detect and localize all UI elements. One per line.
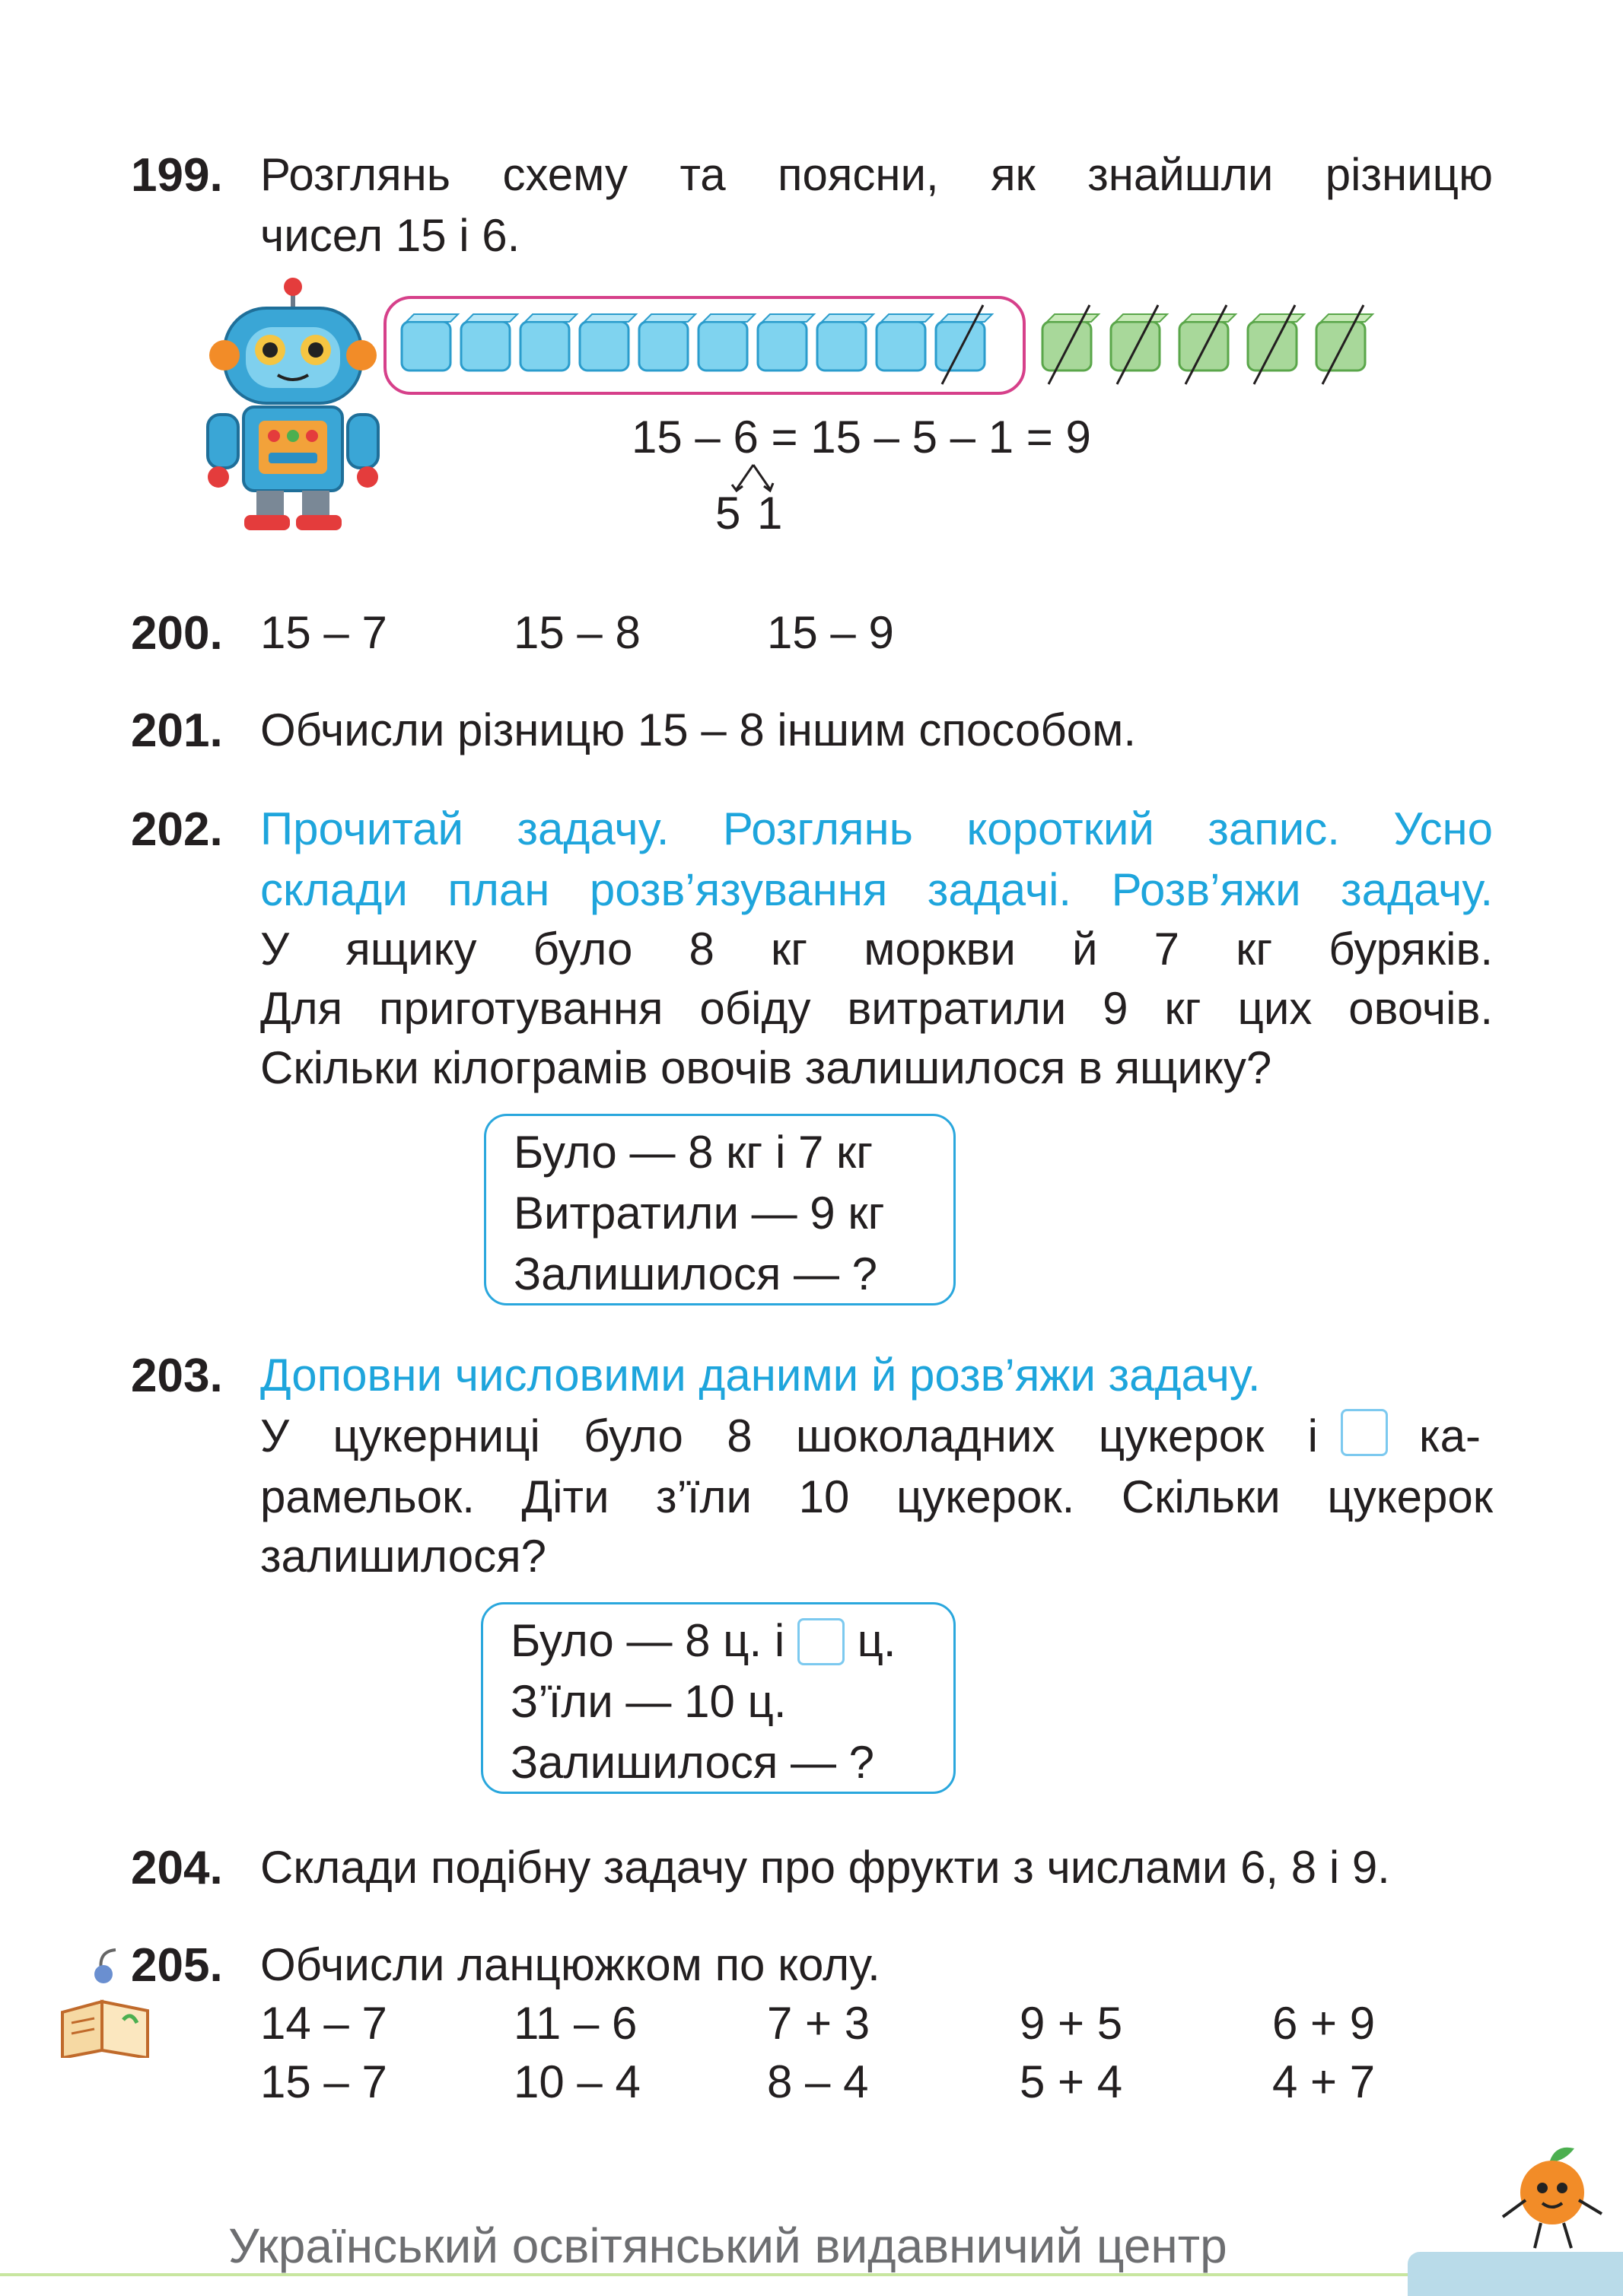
cube-scheme	[380, 293, 1385, 399]
cube-crossed	[1179, 305, 1236, 384]
exercise-203-task-hyphen: ка-	[1419, 1410, 1481, 1461]
note-line: Залишилося — ?	[511, 1737, 875, 1788]
exercise-202-instruction: склади план розв’язування задачі. Розв’яжи задачу.	[260, 864, 1493, 915]
exercise-200-number: 200.	[131, 607, 223, 660]
blank-input-box[interactable]	[1341, 1409, 1388, 1456]
cube-crossed	[1316, 305, 1373, 384]
orange-mascot-icon	[1495, 2138, 1609, 2252]
cube	[877, 314, 933, 370]
cube-crossed	[1248, 305, 1304, 384]
note-line: З’їли — 10 ц.	[511, 1676, 787, 1727]
note-line: Залишилося — ?	[514, 1248, 878, 1299]
cube	[461, 314, 517, 370]
exercise-203-task: рамельок. Діти з’їли 10 цукерок. Скільки цукерок	[260, 1471, 1493, 1522]
exercise-203-task: У цукерниці було 8 шоколадних цукерок і	[260, 1410, 1318, 1461]
exercise-201-text: Обчисли різницю 15 – 8 іншим способом.	[260, 704, 1136, 755]
exercise-202-short-note	[484, 1114, 956, 1305]
footer-underline	[0, 2273, 1408, 2276]
exercise-201-number: 201.	[131, 704, 223, 757]
chain-expression: 11 – 6	[514, 1998, 638, 2049]
split-value-1: 1	[757, 488, 783, 539]
exercise-200-item: 15 – 8	[514, 607, 641, 658]
split-value-5: 5	[715, 488, 741, 539]
cube	[402, 314, 458, 370]
exercise-203-number: 203.	[131, 1350, 223, 1402]
chain-expression: 14 – 7	[260, 1998, 387, 2049]
chain-expression: 6 + 9	[1272, 1998, 1376, 2049]
exercise-202-number: 202.	[131, 803, 223, 856]
exercise-204-text: Склади подібну задачу про фрукти з числами 6, 8 і 9.	[260, 1842, 1390, 1893]
cube-crossed	[1111, 305, 1167, 384]
chain-expression: 4 + 7	[1272, 2056, 1376, 2107]
exercise-202-task: Скільки кілограмів овочів залишилося в ящику?	[260, 1042, 1272, 1093]
cube	[758, 314, 814, 370]
exercise-200-item: 15 – 9	[767, 607, 894, 658]
exercise-202-task: Для приготування обіду витратили 9 кг цих овочів.	[260, 983, 1493, 1034]
cube-crossed	[936, 305, 992, 384]
exercise-200-item: 15 – 7	[260, 607, 387, 658]
exercise-203-task: залишилося?	[260, 1531, 546, 1582]
exercise-199-number: 199.	[131, 149, 223, 202]
exercise-205-text: Обчисли ланцюжком по колу.	[260, 1939, 880, 1990]
chain-expression: 10 – 4	[514, 2056, 641, 2107]
exercise-199-equation: 15 – 6 = 15 – 5 – 1 = 9	[632, 412, 1091, 463]
cube-crossed	[1042, 305, 1099, 384]
exercise-202-instruction: Прочитай задачу. Розглянь короткий запис. Усно	[260, 803, 1493, 854]
cube	[639, 314, 695, 370]
blank-input-box[interactable]	[797, 1618, 845, 1665]
publisher-name: Український освітянський видавничий центр	[228, 2218, 1227, 2273]
exercise-203-short-note	[481, 1602, 956, 1794]
note-line: Було — 8 кг і 7 кг	[514, 1127, 874, 1178]
exercise-199-line1: Розглянь схему та поясни, як знайшли різницю	[260, 149, 1493, 200]
chain-expression: 8 – 4	[767, 2056, 869, 2107]
note-line: Було — 8 ц. і ц.	[511, 1615, 896, 1666]
cube	[520, 314, 577, 370]
chain-expression: 5 + 4	[1020, 2056, 1123, 2107]
page-corner-tab	[1408, 2252, 1623, 2296]
cube	[580, 314, 636, 370]
chain-expression: 7 + 3	[767, 1998, 870, 2049]
chain-expression: 9 + 5	[1020, 1998, 1123, 2049]
note-line: Витратили — 9 кг	[514, 1188, 885, 1239]
exercise-203-instruction: Доповни числовими даними й розв’яжи задачу.	[260, 1350, 1261, 1401]
exercise-202-task: У ящику було 8 кг моркви й 7 кг буряків.	[260, 924, 1493, 975]
robot-illustration	[194, 270, 392, 533]
cube	[699, 314, 755, 370]
cube	[817, 314, 874, 370]
chain-expression: 15 – 7	[260, 2056, 387, 2107]
exercise-205-number: 205.	[131, 1939, 223, 1992]
exercise-199-line2: чисел 15 і 6.	[260, 210, 520, 261]
exercise-204-number: 204.	[131, 1842, 223, 1894]
